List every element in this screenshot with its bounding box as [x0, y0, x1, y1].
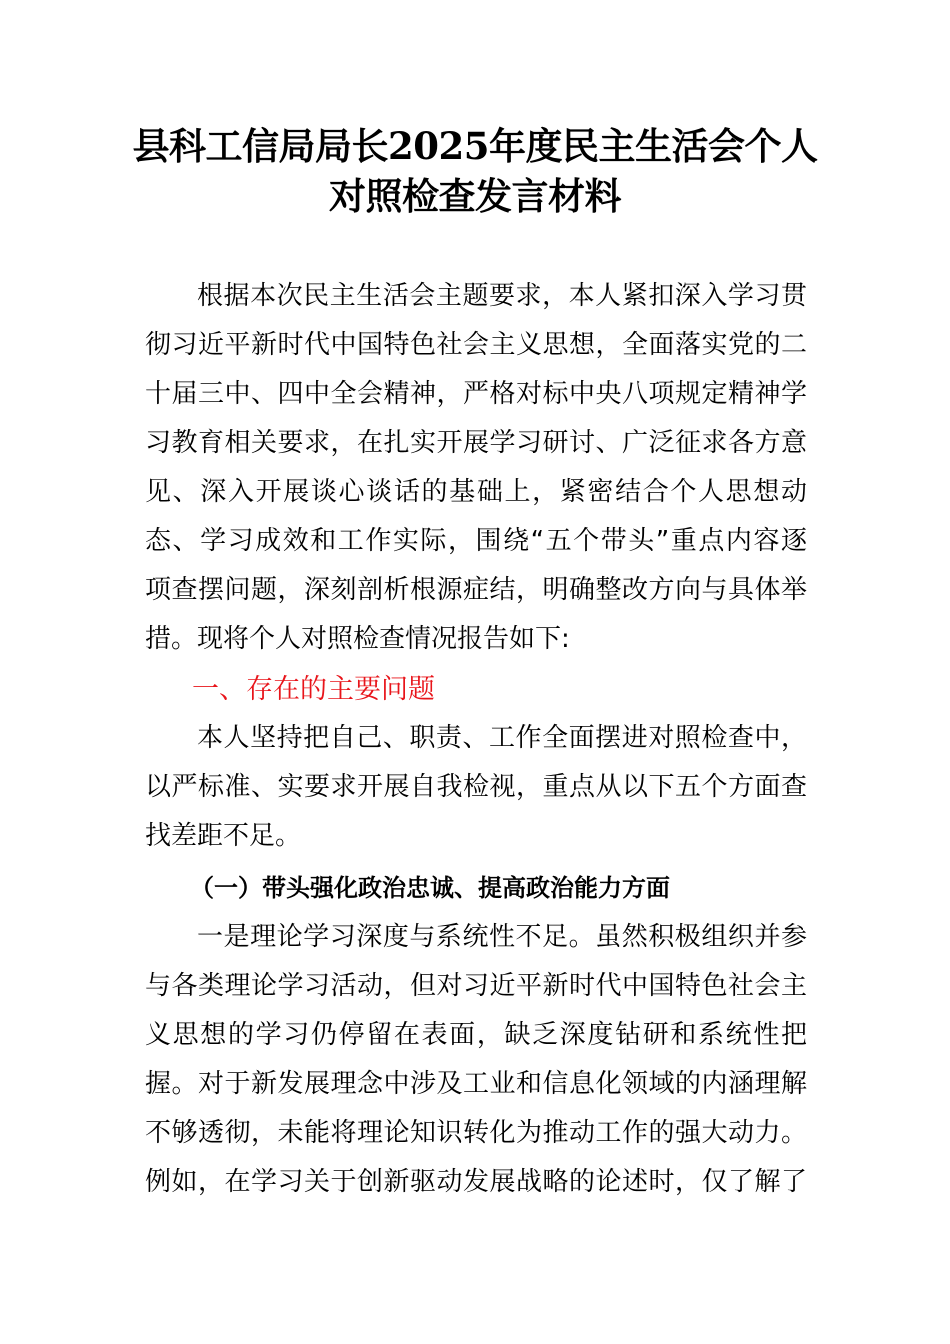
- intro-paragraph-line: 十届三中、四中全会精神，严格对标中央八项规定精神学: [145, 379, 807, 409]
- section-intro-line: 以严标准、实要求开展自我检视，重点从以下五个方面查: [145, 772, 807, 802]
- subsection-paragraph-line: 握。对于新发展理念中涉及工业和信息化领域的内涵理解: [145, 1069, 807, 1099]
- subsection-paragraph-line: 一是理论学习深度与系统性不足。虽然积极组织并参: [197, 922, 807, 952]
- subsection-heading-political-loyalty: （一）带头强化政治忠诚、提高政治能力方面: [190, 873, 670, 902]
- subsection-paragraph-line: 不够透彻，未能将理论知识转化为推动工作的强大动力。: [145, 1118, 807, 1148]
- intro-paragraph-line: 项查摆问题，深刻剖析根源症结，明确整改方向与具体举: [145, 575, 807, 605]
- section-intro-line: 找差距不足。: [145, 821, 302, 851]
- intro-paragraph-line: 措。现将个人对照检查情况报告如下:: [145, 624, 570, 654]
- intro-paragraph-line: 彻习近平新时代中国特色社会主义思想，全面落实党的二: [145, 330, 807, 360]
- subsection-paragraph-line: 与各类理论学习活动，但对习近平新时代中国特色社会主: [145, 971, 807, 1001]
- subsection-paragraph-line: 例如，在学习关于创新驱动发展战略的论述时，仅了解了: [145, 1167, 807, 1197]
- intro-paragraph-line: 态、学习成效和工作实际，围绕“五个带头”重点内容逐: [145, 526, 807, 556]
- document-title-line-1: 县科工信局局长2025年度民主生活会个人: [132, 124, 818, 168]
- section-heading-main-problems: 一、存在的主要问题: [192, 674, 435, 705]
- intro-paragraph-line: 习教育相关要求，在扎实开展学习研讨、广泛征求各方意: [145, 428, 807, 458]
- subsection-paragraph-line: 义思想的学习仍停留在表面，缺乏深度钻研和系统性把: [145, 1020, 807, 1050]
- intro-paragraph-line: 根据本次民主生活会主题要求，本人紧扣深入学习贯: [197, 281, 807, 311]
- intro-paragraph-line: 见、深入开展谈心谈话的基础上，紧密结合个人思想动: [145, 477, 807, 507]
- document-title-line-2: 对照检查发言材料: [329, 174, 621, 218]
- section-intro-line: 本人坚持把自己、职责、工作全面摆进对照检查中，: [197, 723, 807, 753]
